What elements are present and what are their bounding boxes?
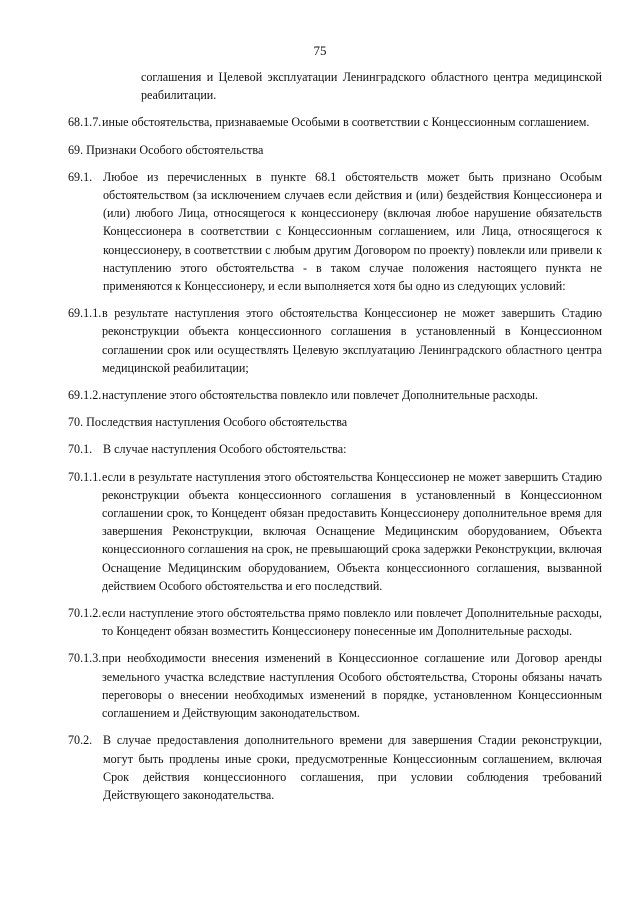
clause-number: 69.1.	[68, 169, 93, 184]
section-heading-70	[68, 413, 602, 431]
clause-text: при необходимости внесения изменений в Концессионное соглашение или Договор аренды земельного участка вследствие наступления Особого обстоятельства, Стороны обязаны начать переговоры о внесении необходимых изменений в порядке, установленном Концессионным соглашением и Действующим законодательством.	[102, 651, 602, 721]
clause-text: В случае предоставления дополнительного времени для завершения Стадии реконструкции, могут быть продлены иные сроки, предусмотренные Концессионным соглашением, включая Срок действия концессионного соглашения, при условии соблюдения требований Действующего законодательства.	[103, 733, 602, 802]
page-number: 75	[313, 43, 327, 58]
clause-69-1-2	[68, 386, 602, 404]
clause-number: 70.1.3.	[68, 651, 102, 666]
clause-69-1-1	[68, 304, 602, 377]
clause-70-2	[68, 731, 602, 804]
clause-69-1	[68, 168, 602, 295]
paragraph-continuation	[68, 68, 602, 104]
clause-number: 70.1.2.	[68, 606, 102, 621]
clause-number: 68.1.7.	[68, 115, 102, 130]
section-heading-text: 70. Последствия наступления Особого обстоятельства	[68, 415, 348, 430]
clause-text: в результате наступления этого обстоятельства Концессионер не может завершить Стадию реконструкции объекта концессионного соглашения в установленный в Концессионном соглашении срок или осуществлять Целевую эксплуатацию Ленинградского областного центра медицинской реабилитации;	[102, 306, 602, 375]
clause-number: 70.1.1.	[68, 469, 102, 484]
clause-number: 69.1.2.	[68, 388, 102, 403]
section-heading-text: 69. Признаки Особого обстоятельства	[68, 142, 264, 157]
clause-70-1-3	[68, 649, 602, 722]
paragraph-text: соглашения и Целевой эксплуатации Ленинградского областного центра медицинской реабилитации.	[141, 70, 602, 103]
clause-68-1-7	[68, 113, 602, 131]
clause-70-1-1	[68, 468, 602, 595]
clause-text: иные обстоятельства, признаваемые Особыми в соответствии с Концессионным соглашением.	[102, 115, 590, 130]
clause-number: 70.1.	[68, 442, 93, 457]
clause-number: 69.1.1.	[68, 306, 102, 321]
section-heading-69	[68, 141, 602, 159]
clause-70-1	[68, 440, 602, 458]
clause-text: В случае наступления Особого обстоятельства:	[103, 442, 347, 457]
clause-70-1-2	[68, 604, 602, 640]
document-body	[68, 68, 602, 813]
clause-text: если в результате наступления этого обстоятельства Концессионер не может завершить Стадию реконструкции объекта концессионного соглашения в установленный в Концессионном соглашении срок, то Концедент обязан предоставить Концессионеру дополнительное время для завершения Реконструкции, включая Оснащение Медицинским оборудованием, Объекта концессионного соглашения на срок, не превышающий срока задержки Реконструкции, включая Оснащение Медицинским оборудованием, Объекта концессионного соглашения, вызванной действием Особого обстоятельства и его последствий.	[102, 469, 602, 593]
clause-text: если наступление этого обстоятельства прямо повлекло или повлечет Дополнительные расходы, то Концедент обязан возместить Концессионеру понесенные им Дополнительные расходы.	[102, 606, 602, 639]
clause-text: наступление этого обстоятельства повлекло или повлечет Дополнительные расходы.	[102, 388, 538, 403]
clause-number: 70.2.	[68, 733, 93, 748]
clause-text: Любое из перечисленных в пункте 68.1 обстоятельств может быть признано Особым обстоятельством (за исключением случаев если действия и (или) бездействия Концессионера и (или) любого Лица, относящегося к концессионеру (включая любое нарушение обязательств Концессионера в соответствии с Концессионным соглашением, или Лица, относящегося к концессионеру, в соответствии с любым другим Договором по проекту) повлекли или привели к наступлению этого обстоятельства - в таком случае положения настоящего пункта не применяются к Концессионеру, и если выполняется хотя бы одно из следующих условий:	[103, 169, 602, 294]
